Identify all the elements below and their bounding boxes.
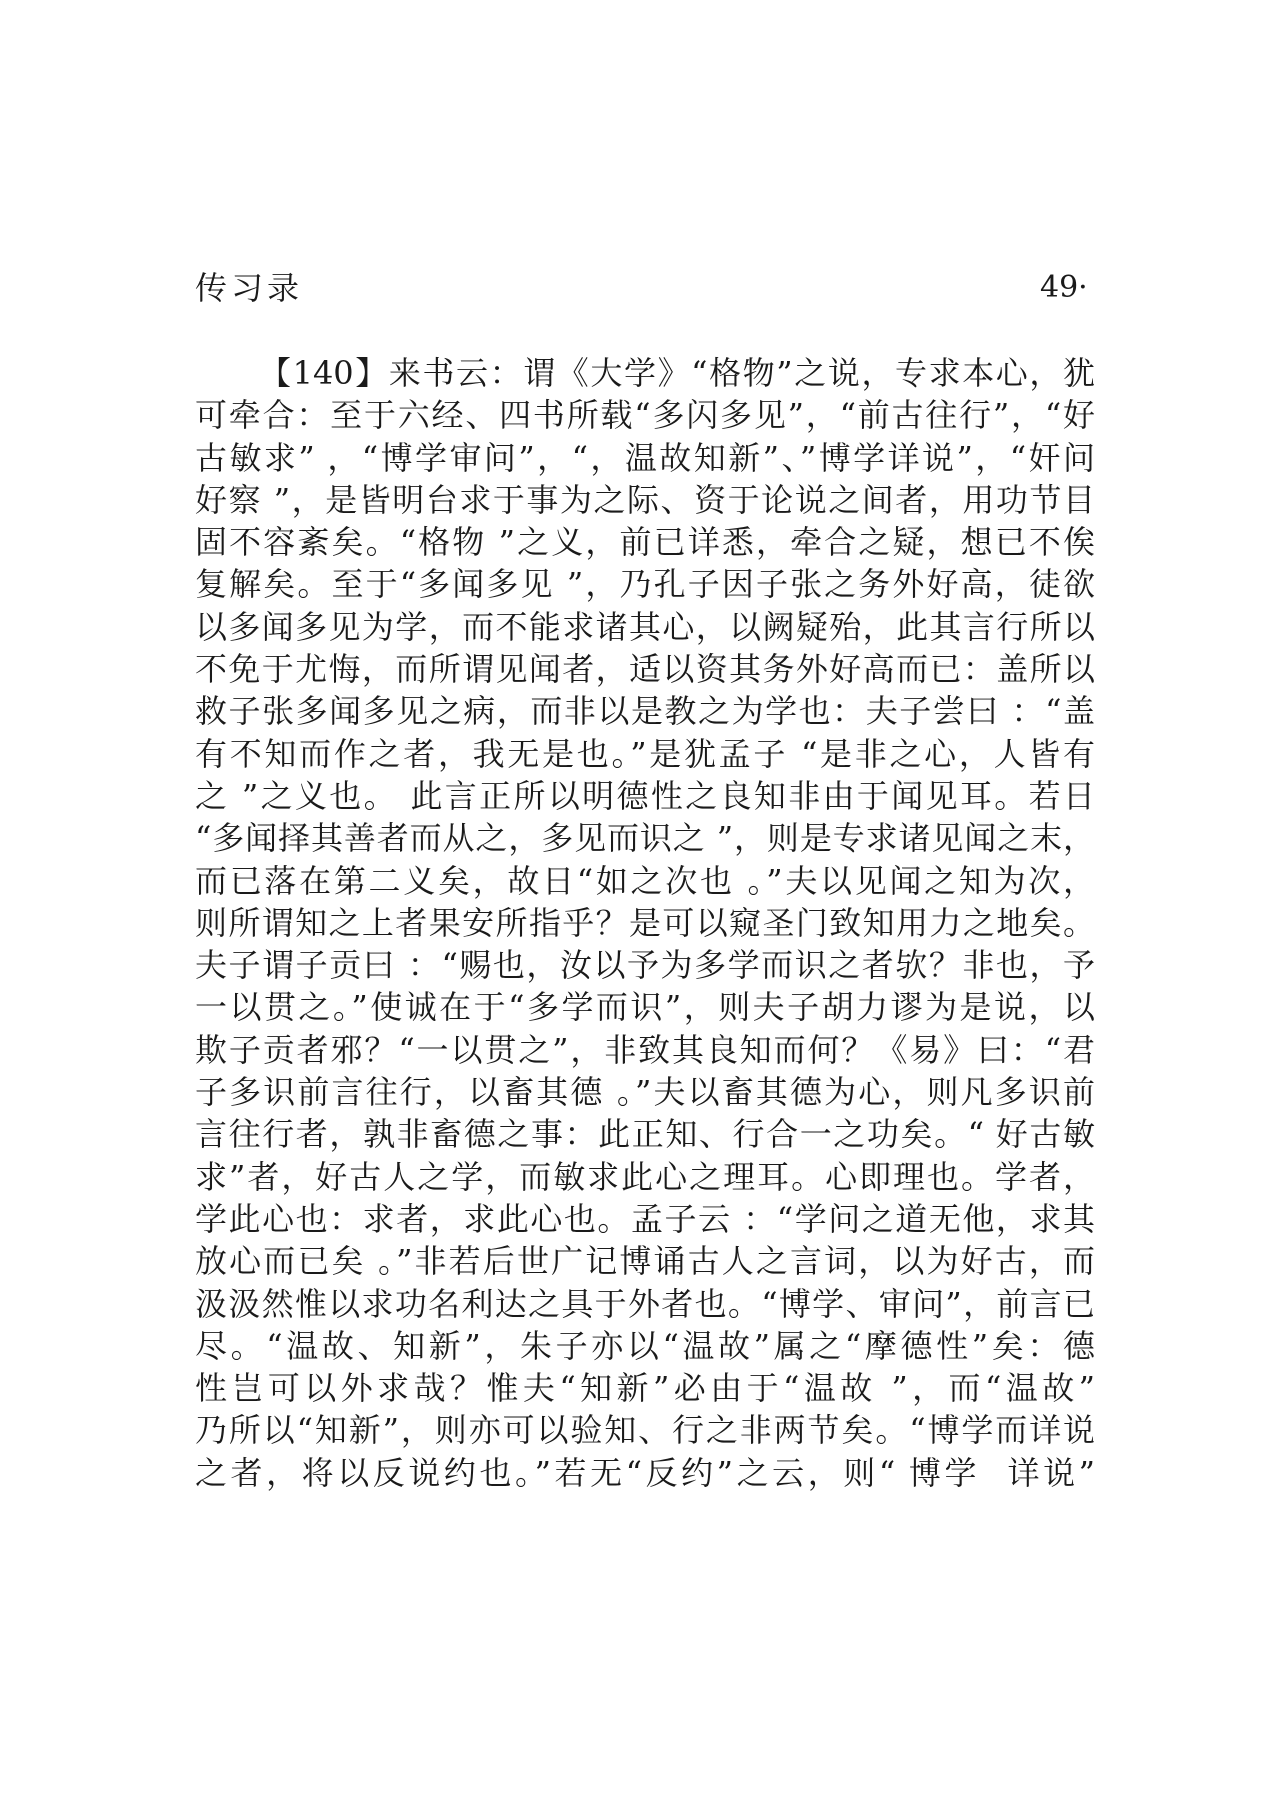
text-line: 学此心也：求者，求此心也。孟子云 ：“学问之道无他，求其: [195, 1199, 1095, 1238]
text-line: 有不知而作之者，我无是也。”是犹孟子 “是非之心，人皆有: [195, 734, 1095, 773]
text-line: 之 ”之义也。 此言正所以明德性之良知非由于闻见耳。若日: [195, 776, 1095, 815]
running-title: 传习录: [195, 269, 304, 307]
text-line: 汲汲然惟以求功名利达之具于外者也。“博学、审问”，前言已: [195, 1284, 1095, 1323]
text-line: 古敏求” ，“博学审问”，“，温故知新”、”博学详说”，“奸问: [195, 438, 1095, 477]
text-line: 求”者，好古人之学，而敏求此心之理耳。心即理也。学者，: [195, 1157, 1095, 1196]
body-text: [195, 352, 1095, 1494]
text-line: 乃所以“知新”，则亦可以验知、行之非两节矣。“博学而详说: [195, 1411, 1095, 1450]
text-line: 而已落在第二义矣，故日“如之次也 。”夫以见闻之知为次，: [195, 861, 1095, 900]
page-number: 49·: [1040, 270, 1088, 305]
text-line: 欺子贡者邪？“一以贯之”，非致其良知而何？《易》曰：“君: [195, 1030, 1095, 1069]
text-line: 【140】来书云：谓《大学》“格物”之说，专求本心，犹: [259, 354, 1095, 392]
text-line: 复解矣。至于“多闻多见 ”，乃孔子因子张之务外好高，徒欲: [195, 565, 1095, 604]
text-line: 则所谓知之上者果安所指乎？是可以窥圣门致知用力之地矣。: [195, 903, 1095, 942]
text-line: 夫子谓子贡曰 ：“赐也，汝以予为多学而识之者欤？非也，予: [195, 946, 1095, 985]
text-line: 尽。“温故、知新”，朱子亦以“温故”属之“摩德性”矣：德: [195, 1326, 1095, 1365]
text-line: 固不容紊矣。“格物 ”之义，前已详悉，牵合之疑，想已不俟: [195, 523, 1095, 562]
text-line: 不免于尤悔，而所谓见闻者，适以资其务外好高而已：盖所以: [195, 650, 1095, 689]
text-line: 放心而已矣 。”非若后世广记博诵古人之言词，以为好古，而: [195, 1242, 1095, 1281]
text-line: 言往行者，孰非畜德之事：此正知、行合一之功矣。“ 好古敏: [195, 1115, 1095, 1154]
text-line: 可牵合：至于六经、四书所载“多闪多见”，“前古往行”，“好: [195, 396, 1095, 435]
text-line: 之者，将以反说约也。”若无“反约”之云，则“ 博学 详说”: [195, 1453, 1095, 1492]
text-line: 以多闻多见为学，而不能求诸其心，以阙疑殆，此其言行所以: [195, 607, 1095, 646]
text-line: “多闻择其善者而从之，多见而识之 ”，则是专求诸见闻之末，: [195, 819, 1095, 858]
text-line: 一以贯之。”使诚在于“多学而识”，则夫子胡力谬为是说，以: [195, 988, 1095, 1027]
text-line: 救子张多闻多见之病，而非以是教之为学也：夫子尝曰 ：“盖: [195, 692, 1095, 731]
text-line: 子多识前言往行，以畜其德 。”夫以畜其德为心，则凡多识前: [195, 1073, 1095, 1112]
text-line: 好察 ”，是皆明台求于事为之际、资于论说之间者，用功节目: [195, 480, 1095, 519]
text-line: 性岂可以外求哉？惟夫“知新”必由于“温故 ”，而“温故”: [195, 1369, 1095, 1408]
